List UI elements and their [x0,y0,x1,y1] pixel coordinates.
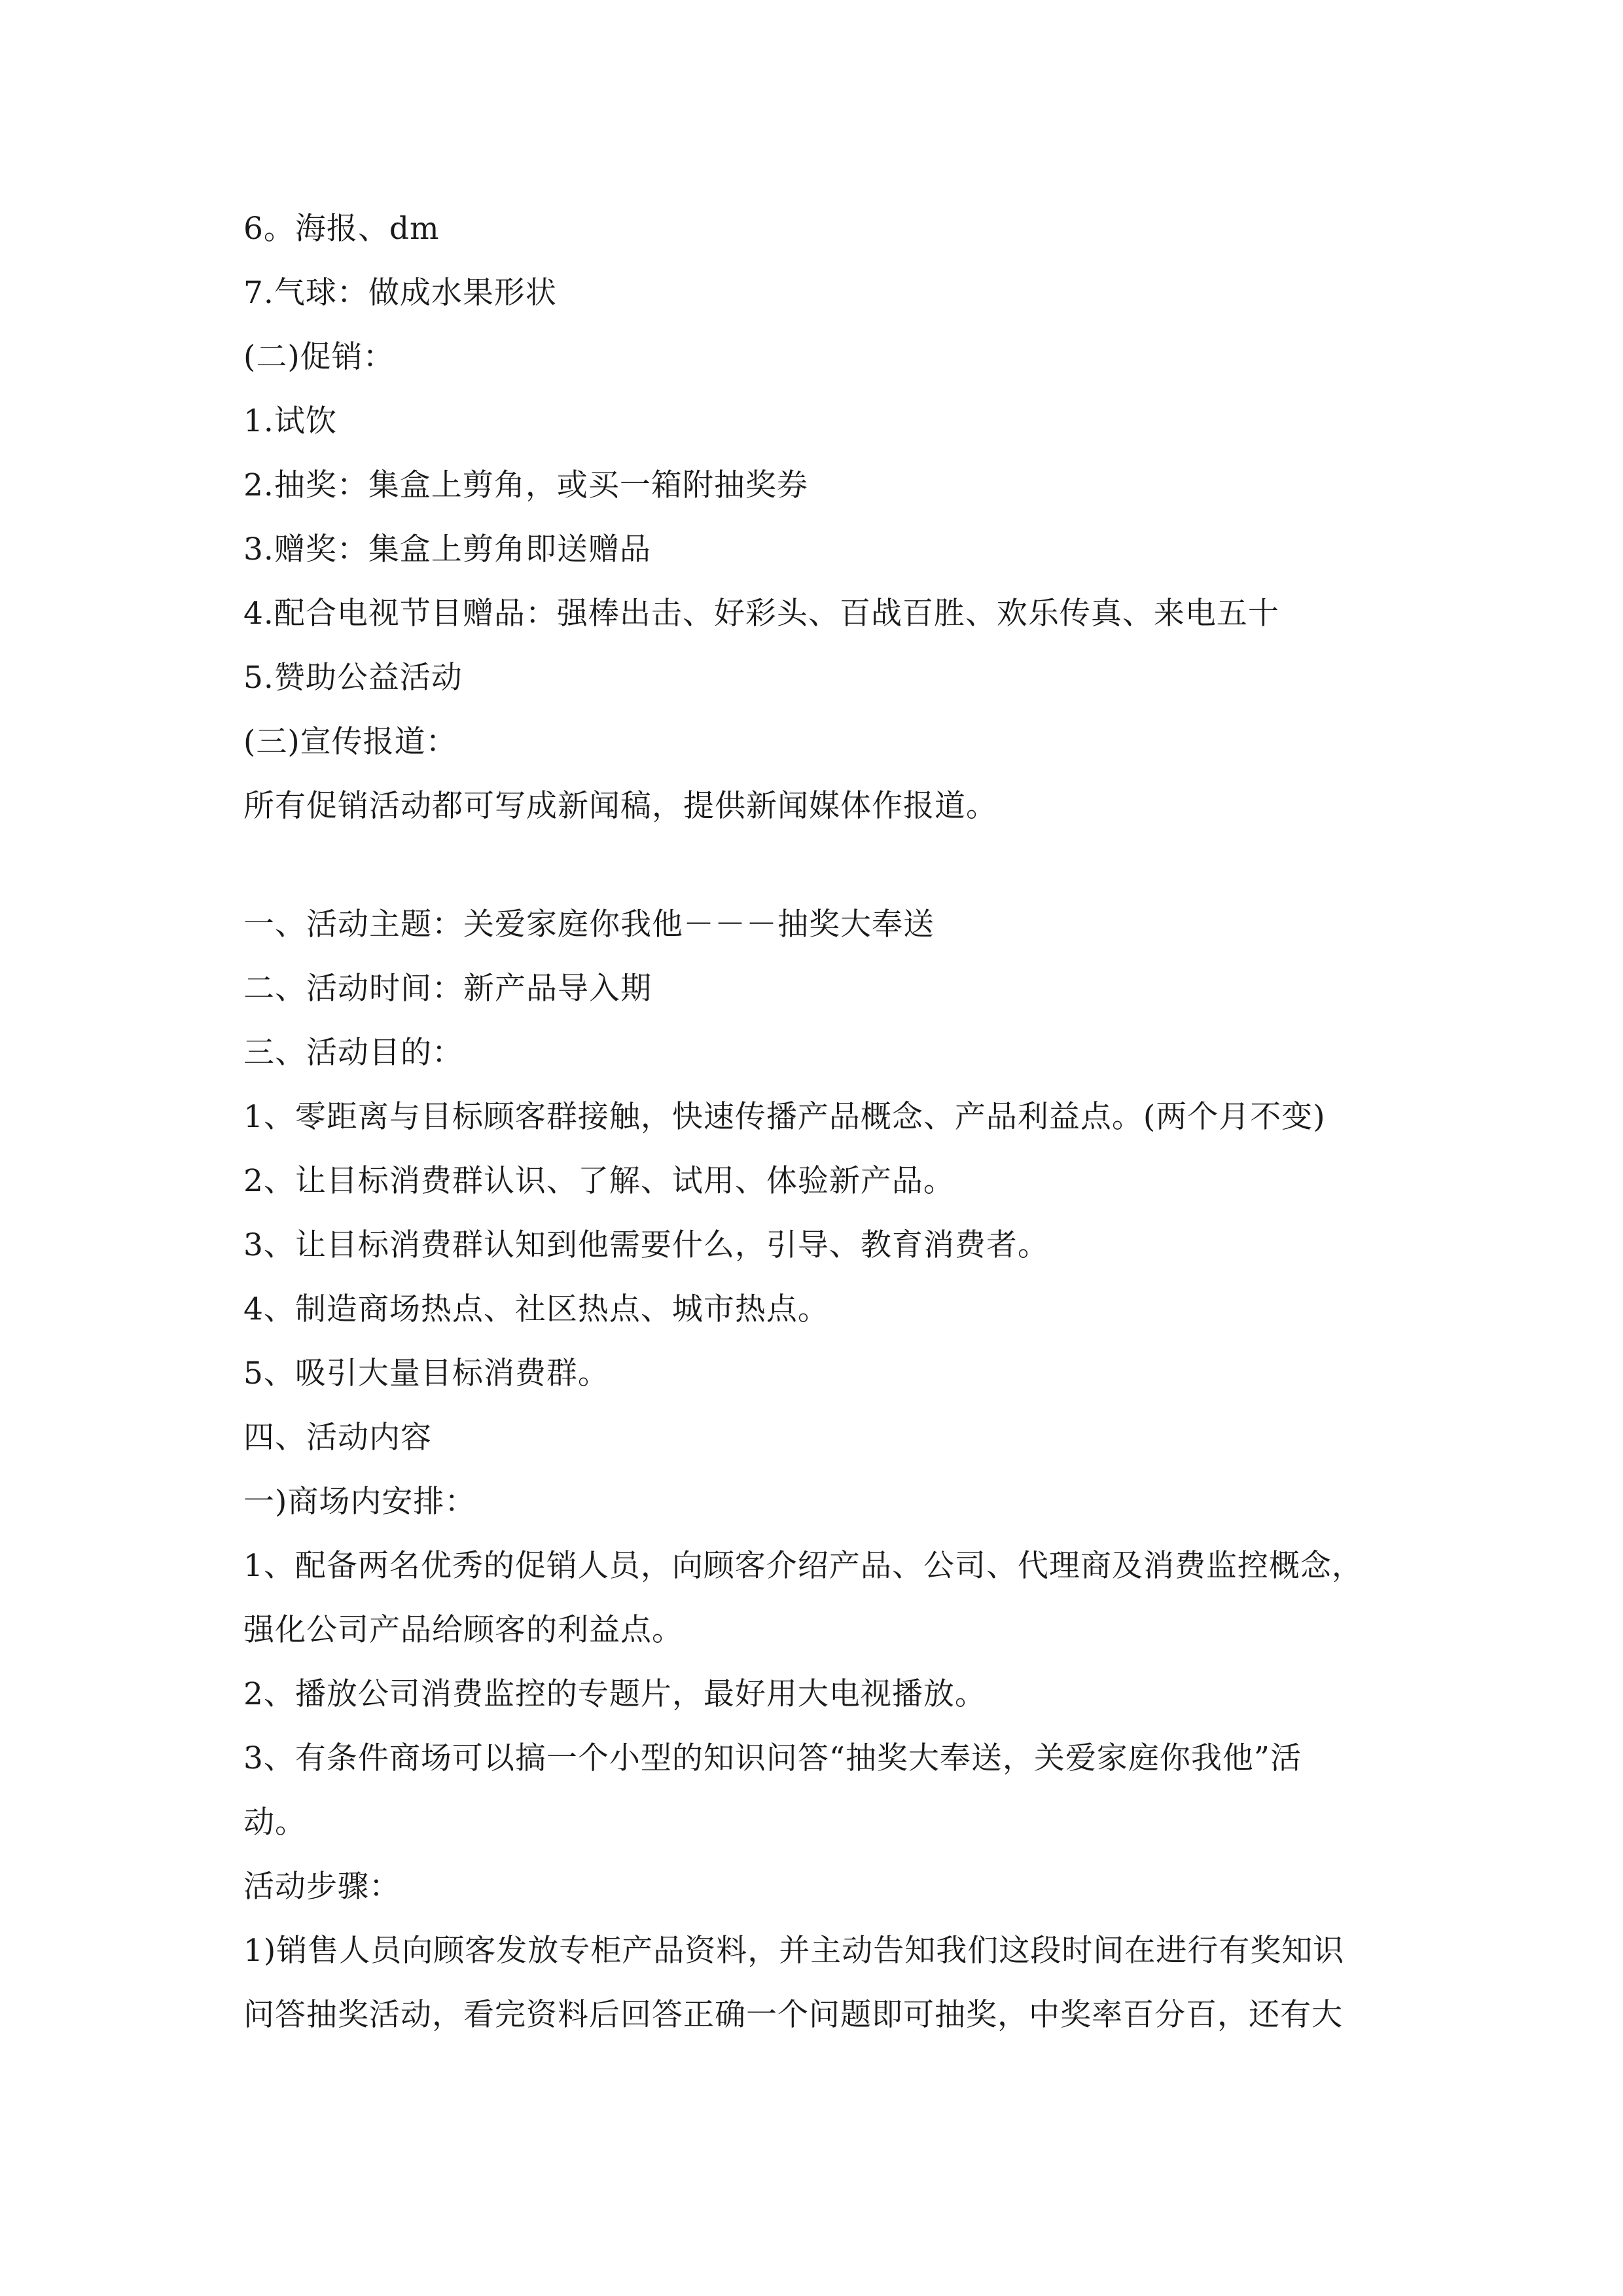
text-line: 6。海报、dm [243,211,440,247]
text-line: 3、让目标消费群认知到他需要什么，引导、教育消费者。 [243,1227,1049,1263]
text-line: 四、活动内容 [243,1420,432,1456]
text-line: 1.试饮 [243,403,337,439]
text-line: 7.气球：做成水果形状 [243,275,557,311]
text-line: 动。 [243,1804,306,1840]
text-line: 二、活动时间：新产品导入期 [243,971,652,1007]
text-line: 三、活动目的： [243,1035,463,1071]
text-line: 2、让目标消费群认识、了解、试用、体验新产品。 [243,1163,955,1199]
text-line: 2.抽奖：集盒上剪角，或买一箱附抽奖券 [243,467,808,503]
text-line: 5.赞助公益活动 [243,660,463,696]
text-line: (二)促销： [243,339,395,375]
text-line: 问答抽奖活动，看完资料后回答正确一个问题即可抽奖，中奖率百分百，还有大 [243,1997,1343,2033]
text-line: 4、制造商场热点、社区热点、城市热点。 [243,1291,829,1327]
text-line: 5、吸引大量目标消费群。 [243,1355,609,1391]
text-line: 2、播放公司消费监控的专题片，最好用大电视播放。 [243,1676,986,1712]
text-line: 4.配合电视节目赠品：强棒出击、好彩头、百战百胜、欢乐传真、来电五十 [243,596,1279,632]
text-line: 一、活动主题：关爱家庭你我他－－－抽奖大奉送 [243,906,935,942]
text-line: 所有促销活动都可写成新闻稿，提供新闻媒体作报道。 [243,788,997,824]
text-line: 3、有条件商场可以搞一个小型的知识问答“抽奖大奉送，关爱家庭你我他”活 [243,1740,1302,1776]
text-line: 1、配备两名优秀的促销人员，向顾客介绍产品、公司、代理商及消费监控概念， [243,1548,1363,1584]
text-line: 3.赠奖：集盒上剪角即送赠品 [243,531,651,567]
text-line: 1)销售人员向顾客发放专柜产品资料，并主动告知我们这段时间在进行有奖知识 [243,1933,1345,1969]
text-line: 活动步骤： [243,1869,401,1905]
text-line: (三)宣传报道： [243,724,457,760]
text-line: 一)商场内安排： [243,1484,476,1520]
text-line: 强化公司产品给顾客的利益点。 [243,1612,683,1648]
text-line: 1、零距离与目标顾客群接触，快速传播产品概念、产品利益点。(两个月不变) [243,1099,1326,1135]
